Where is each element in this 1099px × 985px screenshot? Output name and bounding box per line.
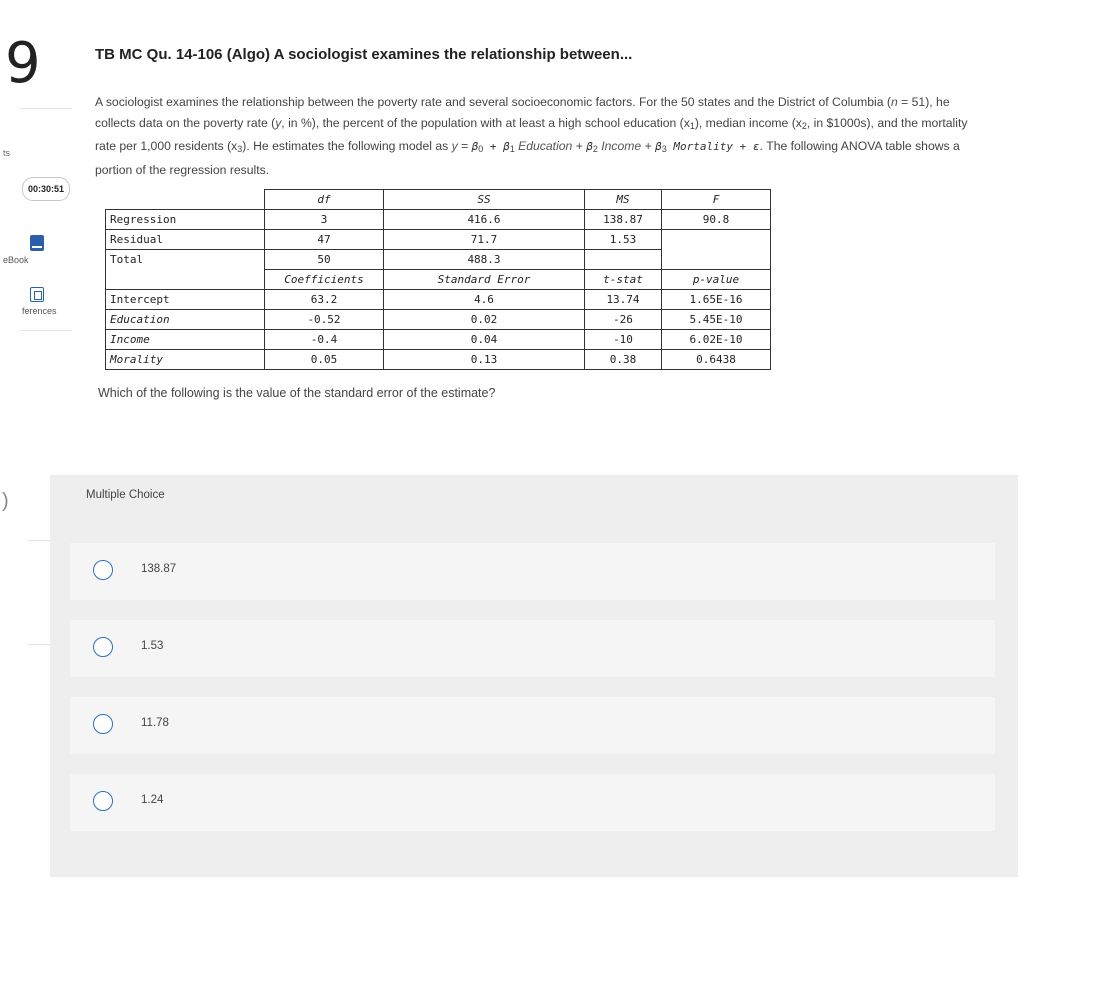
anova-table (105, 189, 771, 370)
ebook-icon[interactable] (30, 235, 44, 251)
table-row (106, 350, 771, 370)
row-label: Income (106, 330, 265, 350)
row-label: Morality (106, 350, 265, 370)
answer-label[interactable]: 11.78 (141, 717, 169, 729)
table-cell: 0.05 (265, 350, 384, 370)
table-cell: -0.4 (265, 330, 384, 350)
table-cell: 50 (265, 250, 384, 270)
table-cell: 5.45E-10 (662, 310, 771, 330)
table-row (106, 290, 771, 310)
row-label: Total (106, 250, 265, 270)
divider (20, 330, 72, 331)
table-cell: 4.6 (384, 290, 585, 310)
table-cell: 13.74 (585, 290, 662, 310)
table-cell (662, 230, 771, 250)
table-cell: 71.7 (384, 230, 585, 250)
table-cell: -26 (585, 310, 662, 330)
table-cell: 1.53 (585, 230, 662, 250)
table-header: t-stat (585, 270, 662, 290)
answer-option[interactable] (70, 774, 995, 831)
radio-button[interactable] (93, 791, 113, 811)
row-label: Education (106, 310, 265, 330)
table-cell (585, 250, 662, 270)
references-link[interactable]: ferences (22, 306, 57, 316)
row-label: Residual (106, 230, 265, 250)
radio-button[interactable] (93, 560, 113, 580)
table-cell: -0.52 (265, 310, 384, 330)
question-prompt: Which of the following is the value of the standard error of the estimate? (98, 386, 496, 400)
multiple-choice-header: Multiple Choice (86, 489, 165, 501)
table-header: MS (585, 190, 662, 210)
table-cell (662, 250, 771, 270)
table-header: df (265, 190, 384, 210)
table-row (106, 330, 771, 350)
table-header: Coefficients (265, 270, 384, 290)
multiple-choice-panel (50, 475, 1018, 877)
table-cell: 6.02E-10 (662, 330, 771, 350)
answer-label[interactable]: 138.87 (141, 563, 177, 575)
previous-question-icon[interactable]: ) (2, 490, 9, 512)
table-cell: 3 (265, 210, 384, 230)
table-cell: 488.3 (384, 250, 585, 270)
table-cell: 0.13 (384, 350, 585, 370)
table-cell: 1.65E-16 (662, 290, 771, 310)
answer-option[interactable] (70, 543, 995, 600)
radio-button[interactable] (93, 637, 113, 657)
table-cell: 138.87 (585, 210, 662, 230)
table-header-row (106, 190, 771, 210)
table-cell: 0.02 (384, 310, 585, 330)
points-label: ts (3, 148, 11, 158)
answer-option[interactable] (70, 697, 995, 754)
row-label: Regression (106, 210, 265, 230)
ebook-link[interactable]: eBook (3, 255, 29, 265)
table-cell: 0.04 (384, 330, 585, 350)
table-cell: -10 (585, 330, 662, 350)
question-title: TB MC Qu. 14-106 (Algo) A sociologist examines the relationship between... (95, 46, 633, 63)
question-number: 9 (5, 31, 41, 96)
table-cell: 90.8 (662, 210, 771, 230)
table-cell: 0.38 (585, 350, 662, 370)
question-body: A sociologist examines the relationship between the poverty rate and several socioeconomic factors. For the 50 states and the District of Columbia (n = 51), he collects data on the poverty rate (y, in %), the percent of the population with at least a high school education $(x_1)$, median income ($x_2$, in $1000s), and the mortality rate per 1,000 residents $(x_3)$. He estimates the following model as $y = \beta_0 + \beta_1$ Education + $\beta_2$ Income + $\beta_3$ Mortality + ε. The following ANOVA table shows a portion of the regression results. (95, 95, 968, 177)
table-header-row (106, 270, 771, 290)
table-row (106, 230, 771, 250)
answer-label[interactable]: 1.53 (141, 640, 164, 652)
table-row (106, 250, 771, 270)
answer-option[interactable] (70, 620, 995, 677)
row-label: Intercept (106, 290, 265, 310)
table-header: SS (384, 190, 585, 210)
table-cell: 47 (265, 230, 384, 250)
table-header: F (662, 190, 771, 210)
table-cell: 0.6438 (662, 350, 771, 370)
table-row (106, 310, 771, 330)
table-row (106, 210, 771, 230)
table-cell: 416.6 (384, 210, 585, 230)
references-icon[interactable] (30, 287, 44, 302)
radio-button[interactable] (93, 714, 113, 734)
answer-label[interactable]: 1.24 (141, 794, 164, 806)
table-cell: 63.2 (265, 290, 384, 310)
table-header: p-value (662, 270, 771, 290)
table-header: Standard Error (384, 270, 585, 290)
timer-badge[interactable]: 00:30:51 (22, 177, 70, 201)
divider (20, 108, 72, 109)
